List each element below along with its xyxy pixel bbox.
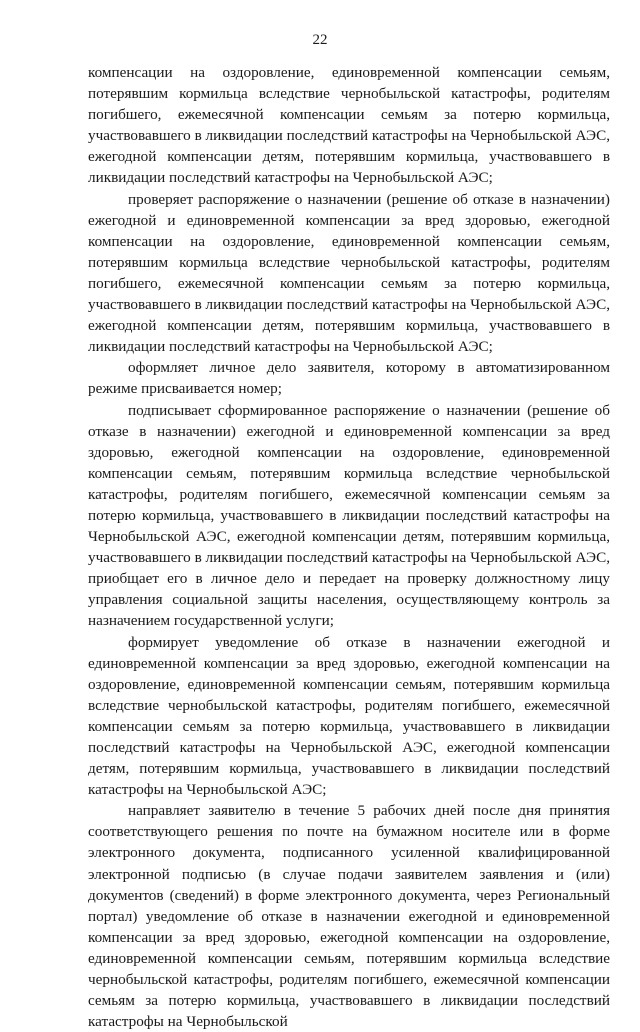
- paragraph-signs-order: подписывает сформированное распоряжение о назначении (решение об отказе в назначении) ежегодной и единовременной компенсации за вред здоровью, ежегодной компенсации на оздоровление, единовременной компенсации семьям, потерявшим кормильца вследствие чернобыльской катастрофы, родителям погибшего, ежемесячной компенсации семьям за потерю кормильца, участвовавшего в ликвидации последствий катастрофы на Чернобыльской АЭС, ежегодной компенсации детям, потерявшим кормильца, участвовавшего в ликвидации последствий катастрофы на Чернобыльской АЭС, приобщает его в личное дело и передает на проверку должностному лицу управления социальной защиты населения, осуществляющему контроль за назначением государственной услуги;: [88, 401, 610, 630]
- paragraph-refusal-notice: формирует уведомление об отказе в назначении ежегодной и единовременной компенсации за вред здоровью, ежегодной компенсации на оздоровление, единовременной компенсации семьям, потерявшим кормильца вследствие чернобыльской катастрофы, родителям погибшего, ежемесячной компенсации семьям за потерю кормильца, участвовавшего в ликвидации последствий катастрофы на Чернобыльской АЭС, ежегодной компенсации детям, потерявшим кормильца, участвовавшего в ликвидации последствий катастрофы на Чернобыльской АЭС;: [88, 633, 610, 799]
- paragraph-checks-order: проверяет распоряжение о назначении (решение об отказе в назначении) ежегодной и единовременной компенсации за вред здоровью, ежегодной компенсации на оздоровление, единовременной компенсации семьям, потерявшим кормильца вследствие чернобыльской катастрофы, родителям погибшего, ежемесячной компенсации семьям за потерю кормильца, участвовавшего в ликвидации последствий катастрофы на Чернобыльской АЭС, ежегодной компенсации детям, потерявшим кормильца, участвовавшего в ликвидации последствий катастрофы на Чернобыльской АЭС;: [88, 190, 610, 356]
- paragraph-personal-file: оформляет личное дело заявителя, которому в автоматизированном режиме присваивается номер;: [88, 359, 610, 398]
- paragraph-sends-notice: направляет заявителю в течение 5 рабочих дней после дня принятия соответствующего решения по почте на бумажном носителе или в форме электронного документа, подписанного усиленной квалифицированной электронной подписью (в случае подачи заявителем заявления и (или) документов (сведений) в форме электронного документа, через Региональный портал) уведомление об отказе в назначении ежегодной и единовременной компенсации за вред здоровью, ежегодной компенсации на оздоровление, единовременной компенсации семьям, потерявшим кормильца вследствие чернобыльской катастрофы, родителям погибшего, ежемесячной компенсации семьям за потерю кормильца, участвовавшего в ликвидации последствий катастрофы на Чернобыльской: [88, 802, 610, 1031]
- page-number: 22: [312, 32, 328, 48]
- document-body: [88, 62, 610, 1032]
- paragraph-continuation: компенсации на оздоровление, единовременной компенсации семьям, потерявшим кормильца вследствие чернобыльской катастрофы, родителям погибшего, ежемесячной компенсации семьям за потерю кормильца, участвовавшего в ликвидации последствий катастрофы на Чернобыльской АЭС, ежегодной компенсации детям, потерявшим кормильца, участвовавшего в ликвидации последствий катастрофы на Чернобыльской АЭС;: [88, 64, 610, 187]
